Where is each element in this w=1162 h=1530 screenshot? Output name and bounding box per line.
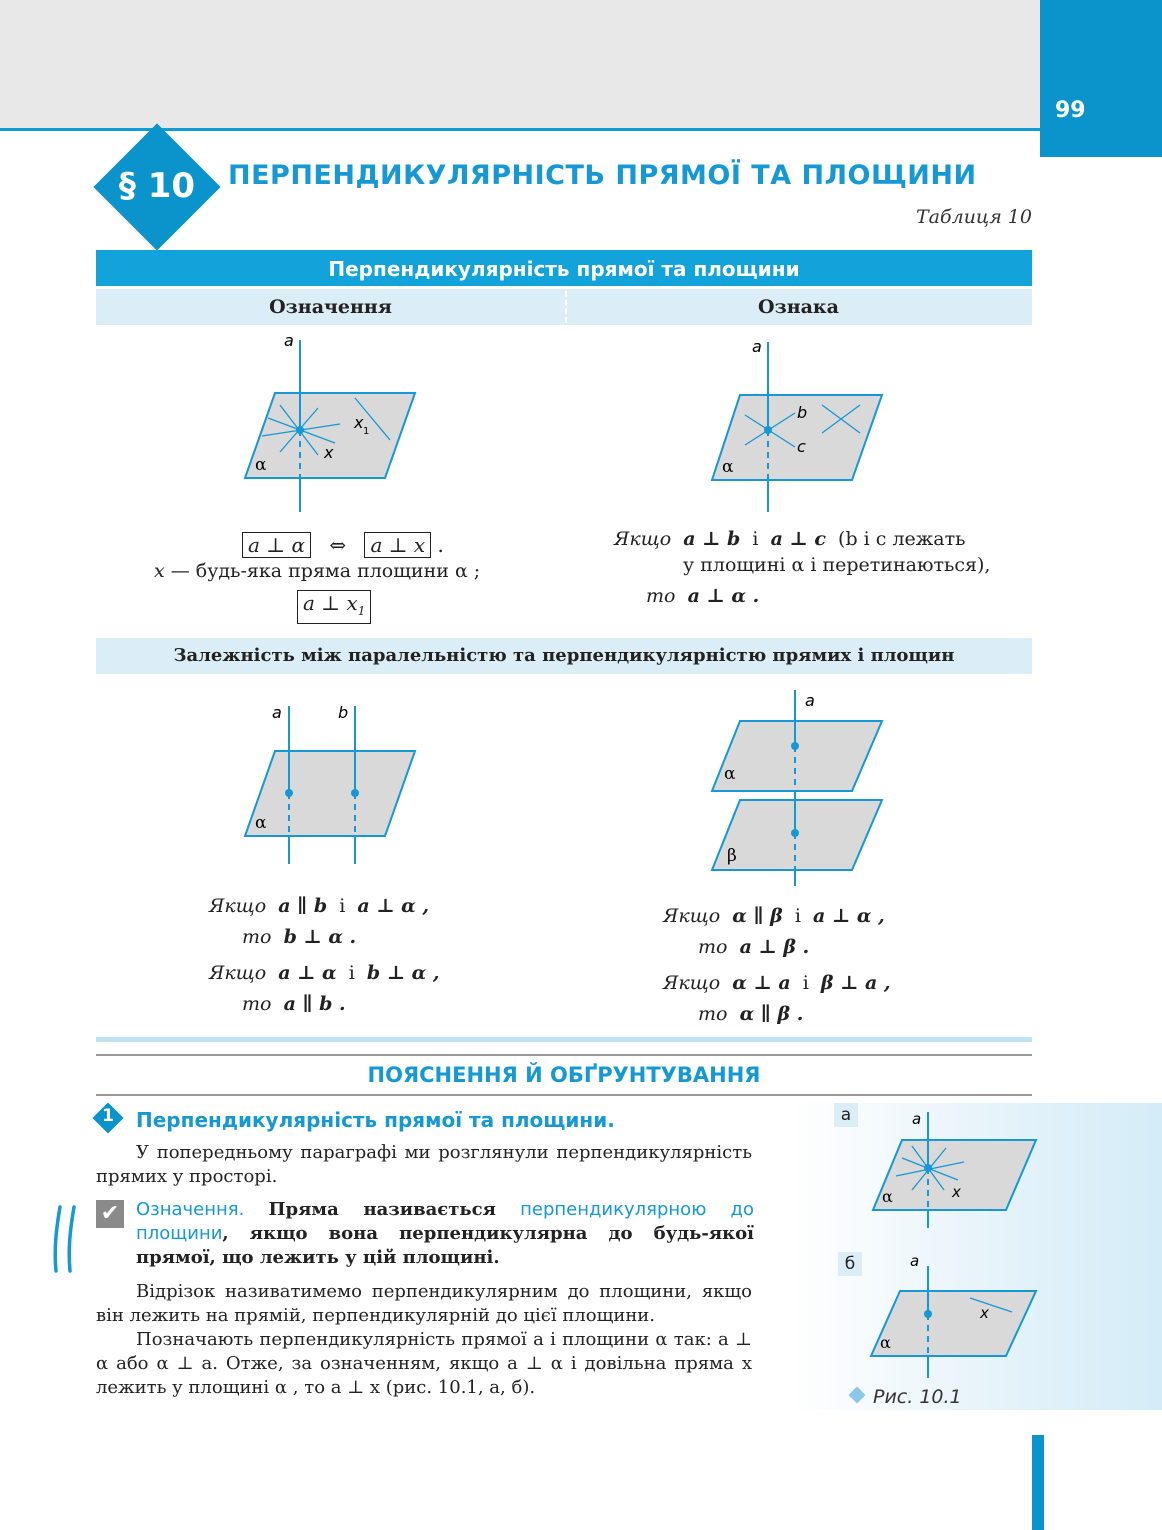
svg-text:α: α [724, 764, 736, 784]
paragraph-3: Позначають перпендикулярність прямої a і площини α так: a ⊥ α або α ⊥ a. Отже, за означенням, якщо a ⊥ α і довільна пряма x лежить у площині α , то a ⊥ x (рис. 10.1, а, б). [96, 1329, 752, 1398]
margin-marks-icon [50, 1205, 80, 1275]
table-section-dependence: Залежність між паралельністю та перпендикулярністю прямих і площин [96, 638, 1032, 674]
dep-right-line-4: то α ∥ β . [698, 1003, 804, 1025]
divider-bottom [96, 1094, 1032, 1096]
figure-sign [712, 337, 882, 512]
dep-left-line-4: то a ∥ b . [242, 993, 346, 1015]
figure-parallel-planes [712, 690, 882, 886]
label-x1-sub: 1 [363, 426, 370, 437]
explanation-title: ПОЯСНЕННЯ Й ОБҐРУНТУВАННЯ [367, 1063, 761, 1087]
figure-definition [245, 331, 415, 512]
label-x: x [324, 443, 334, 462]
svg-text:a: a [912, 1110, 922, 1128]
paragraph-1: У попередньому параграфі ми розглянули перпендикулярність прямих у просторі. [96, 1142, 752, 1187]
definition-block: Означення. Пряма називається перпендикулярною до площини, якщо вона перпендикулярна до будь-якої прямої, що лежить у цій площині. [136, 1199, 754, 1268]
definition-formula-1: a ⊥ α ⇔ a ⊥ x . [242, 532, 444, 558]
sign-line-1: Якщо a ⊥ b і a ⊥ c (b і c лежать [614, 528, 966, 550]
svg-text:a: a [805, 691, 815, 710]
definition-formula-3: a ⊥ $x_1$ [297, 590, 371, 624]
divider-top [96, 1054, 1032, 1056]
label-alpha: α [255, 455, 267, 475]
item-number: 1 [102, 1106, 114, 1126]
label-x1: x [354, 413, 364, 432]
svg-text:β: β [727, 846, 737, 866]
checkmark-icon: ✔ [96, 1200, 124, 1228]
chapter-badge: § 10 [118, 166, 196, 206]
figure-caption: Рис. 10.1 [873, 1386, 962, 1408]
svg-text:α: α [882, 1187, 893, 1206]
svg-text:c: c [797, 437, 806, 456]
figure-10-1 [840, 1100, 1060, 1390]
dep-left-line-3: Якщо a ⊥ α і b ⊥ α , [209, 962, 440, 984]
svg-text:x: x [980, 1304, 989, 1322]
svg-text:α: α [722, 457, 734, 477]
svg-text:b: b [797, 403, 808, 422]
figure-label-a: а [834, 1103, 858, 1127]
label-a: a [284, 331, 294, 350]
dep-left-line-1: Якщо a ∥ b і a ⊥ α , [209, 895, 430, 917]
svg-text:b: b [338, 703, 349, 722]
dep-right-line-1: Якщо α ∥ β і a ⊥ α , [663, 905, 885, 927]
figure-parallel-lines [245, 703, 415, 864]
column-sign: Ознака [758, 296, 839, 318]
dep-right-line-3: Якщо α ⊥ a і β ⊥ a , [663, 972, 891, 994]
svg-text:x: x [952, 1183, 961, 1201]
column-definition: Означення [269, 296, 392, 318]
item-title: Перпендикулярність прямої та площини. [136, 1108, 615, 1132]
divider-light [96, 1037, 1032, 1042]
svg-text:α: α [255, 813, 267, 833]
dep-right-line-2: то a ⊥ β . [698, 936, 810, 958]
svg-text:a: a [272, 703, 282, 722]
svg-text:a: a [752, 337, 762, 356]
figure-label-b: б [838, 1252, 862, 1276]
table-label: Таблиця 10 [916, 206, 1032, 228]
sign-line-2: у площині α і перетинаються), [683, 554, 991, 576]
dep-left-line-2: то b ⊥ α . [242, 926, 357, 948]
svg-text:α: α [880, 1333, 891, 1352]
page-edge-bar [1032, 1435, 1044, 1530]
chapter-title: ПЕРПЕНДИКУЛЯРНІСТЬ ПРЯМОЇ ТА ПЛОЩИНИ [228, 160, 977, 191]
plane-alpha [245, 393, 415, 478]
definition-formula-2: x — будь-яка пряма площини α ; [154, 560, 481, 582]
page-number: 99 [1055, 98, 1086, 123]
paragraph-2: Відрізок називатимемо перпендикулярним до площини, якщо він лежить на прямій, перпендикулярній до цієї площини. [96, 1281, 752, 1326]
svg-text:a: a [910, 1252, 920, 1270]
table-header: Перпендикулярність прямої та площини [96, 250, 1032, 286]
sign-line-3: то a ⊥ α . [646, 585, 760, 607]
